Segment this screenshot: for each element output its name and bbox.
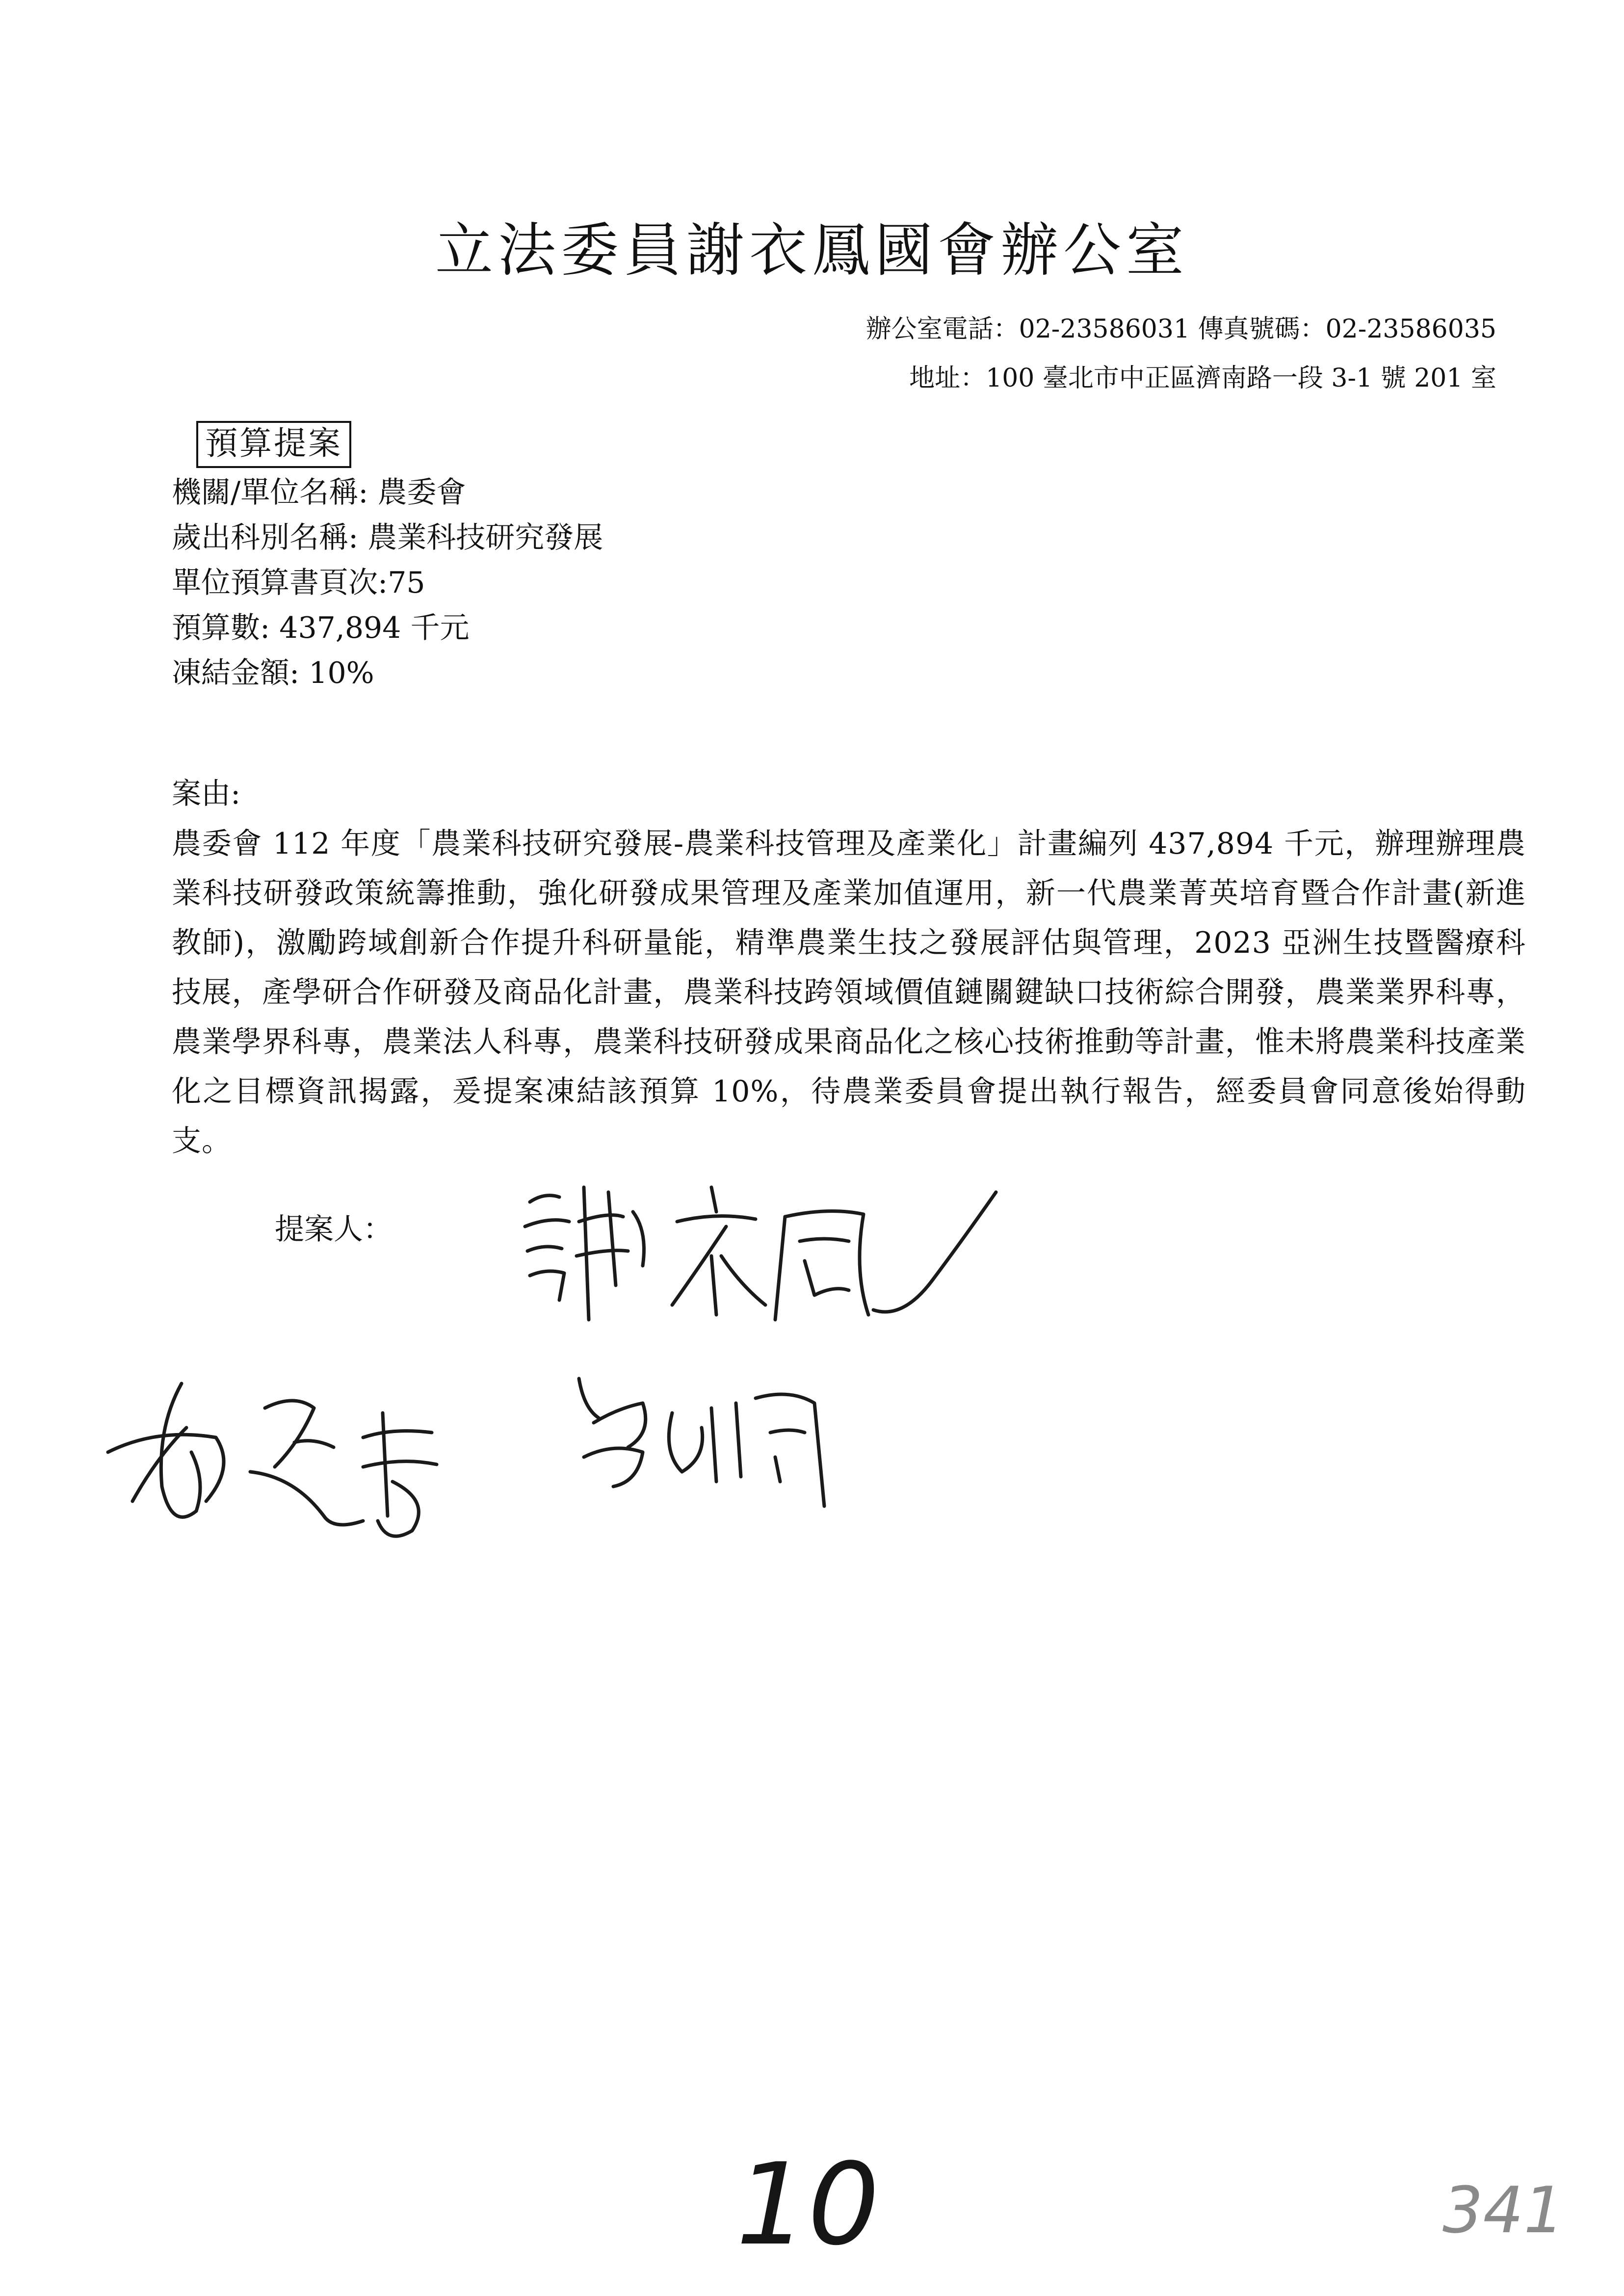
signature-2-icon <box>88 1354 510 1560</box>
field-budget-page: 單位預算書頁次:75 <box>172 566 425 600</box>
office-title: 立法委員謝衣鳳國會辦公室 <box>435 216 1189 284</box>
field-expenditure-category: 歲出科別名稱: 農業科技研究發展 <box>172 521 603 555</box>
office-address-line: 地址：100 臺北市中正區濟南路一段 3-1 號 201 室 <box>909 364 1496 393</box>
field-frozen-amount: 凍結金額: 10% <box>172 656 374 690</box>
proposer-label: 提案人： <box>275 1212 393 1247</box>
signature-1-icon <box>510 1158 1001 1344</box>
proposal-fields <box>172 470 603 696</box>
signature-3-icon <box>559 1359 864 1536</box>
field-agency: 機關/單位名稱: 農委會 <box>172 475 466 510</box>
office-phone-line: 辦公室電話：02-23586031 傳真號碼：02-23586035 <box>865 314 1496 344</box>
reason-text: 農委會 112 年度「農業科技研究發展-農業科技管理及產業化」計畫編列 437,894 千元，辦理辦理農業科技研發政策統籌推動，強化研發成果管理及產業加值運用，新一代農業菁英培育暨合作計畫(新進教師)，激勵跨域創新合作提升科研量能，精準農業生技之發展評估與管理，2023 亞洲生技暨醫療科技展，產學研合作研發及商品化計畫，農業科技跨領域價值鏈關鍵缺口技術綜合開發，農業業界科專，農業學界科專，農業法人科專，農業科技研發成果商品化之核心技術推動等計畫，惟未將農業科技產業化之目標資訊揭露，爰提案凍結該預算 10%，待農業委員會提出執行報告，經委員會同意後始得動支。 <box>172 827 1526 1158</box>
document-type-label: 預算提案 <box>196 421 351 468</box>
reason-label: 案由: <box>172 777 241 811</box>
page-number: 10 <box>736 2139 880 2270</box>
field-budget-amount: 預算數: 437,894 千元 <box>172 611 470 645</box>
serial-number: 341 <box>1442 2173 1565 2247</box>
